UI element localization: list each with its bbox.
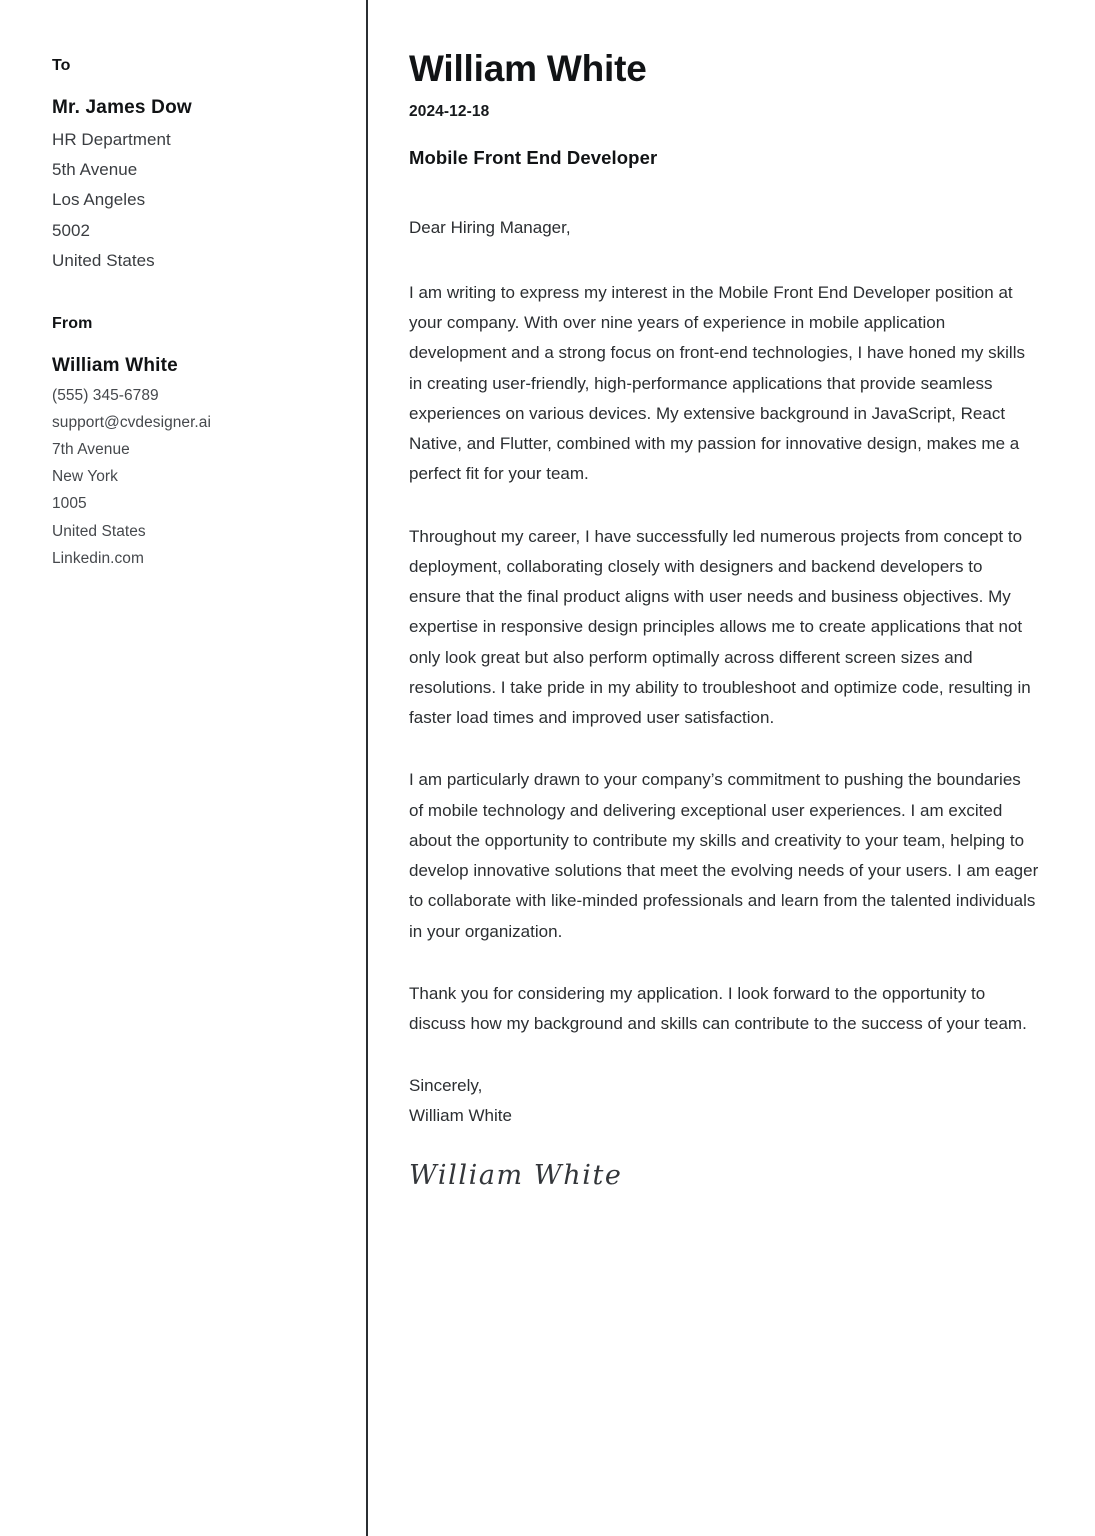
contact-sidebar — [0, 0, 367, 1536]
recipient-block — [52, 56, 327, 276]
sender-street: 7th Avenue — [52, 441, 130, 459]
salutation: Dear Hiring Manager, — [409, 218, 571, 238]
closing-word: Sincerely, — [409, 1076, 483, 1096]
from-label: From — [52, 315, 93, 333]
closing-name: William White — [409, 1105, 512, 1125]
recipient-line: 5002 — [52, 220, 91, 240]
sender-email: support@cvdesigner.ai — [52, 414, 211, 432]
to-label: To — [52, 57, 71, 74]
recipient-line: HR Department — [52, 129, 171, 149]
page-title: William White — [409, 48, 647, 89]
closing-block — [409, 1071, 1039, 1129]
vertical-divider — [366, 0, 368, 1536]
sender-postcode: 1005 — [52, 495, 87, 513]
letter-paragraph: Throughout my career, I have successfully led numerous projects from concept to deployment, collaborating closely with designers and backend developers to ensure that the final product aligns with user needs and business objectives. My expertise in responsive design principles allows me to create applications that not only look great but also perform optimally across different screen sizes and resolutions. I take pride in my ability to troubleshoot and optimize code, resulting in faster load times and improved user satisfaction. — [409, 526, 1031, 728]
sender-block — [52, 314, 327, 572]
letter-date: 2024-12-18 — [409, 103, 490, 121]
letter-paragraph: I am writing to express my interest in the Mobile Front End Developer position at your company. With over nine years of experience in mobile application development and a strong focus on front-end technologies, I have honed my skills in creating user-friendly, high-performance applications that provide seamless experiences on various devices. My extensive background in JavaScript, React Native, and Flutter, combined with my passion for innovative design, makes me a perfect fit for your team. — [409, 282, 1026, 484]
sender-country: United States — [52, 522, 146, 540]
letter-body — [367, 0, 1095, 1536]
letter-paragraph: I am particularly drawn to your company’s commitment to pushing the boundaries of mobile technology and delivering exceptional user experiences. I am excited about the opportunity to contribute my skills and creativity to your team, helping to develop innovative solutions that meet the evolving needs of your users. I am eager to collaborate with like-minded professionals and learn from the talented individuals in your organization. — [409, 770, 1039, 941]
letter-paragraph: Thank you for considering my application. I look forward to the opportunity to discuss how my background and skills can contribute to the success of your team. — [409, 983, 1027, 1034]
recipient-name: Mr. James Dow — [52, 97, 192, 119]
sender-city: New York — [52, 468, 118, 486]
signature: William White — [409, 1159, 623, 1191]
job-title: Mobile Front End Developer — [409, 147, 658, 169]
recipient-line: United States — [52, 250, 155, 270]
sender-phone: (555) 345-6789 — [52, 386, 159, 404]
recipient-line: 5th Avenue — [52, 160, 138, 180]
sender-name: William White — [52, 355, 178, 377]
sender-linkedin: Linkedin.com — [52, 549, 144, 567]
recipient-line: Los Angeles — [52, 190, 146, 210]
